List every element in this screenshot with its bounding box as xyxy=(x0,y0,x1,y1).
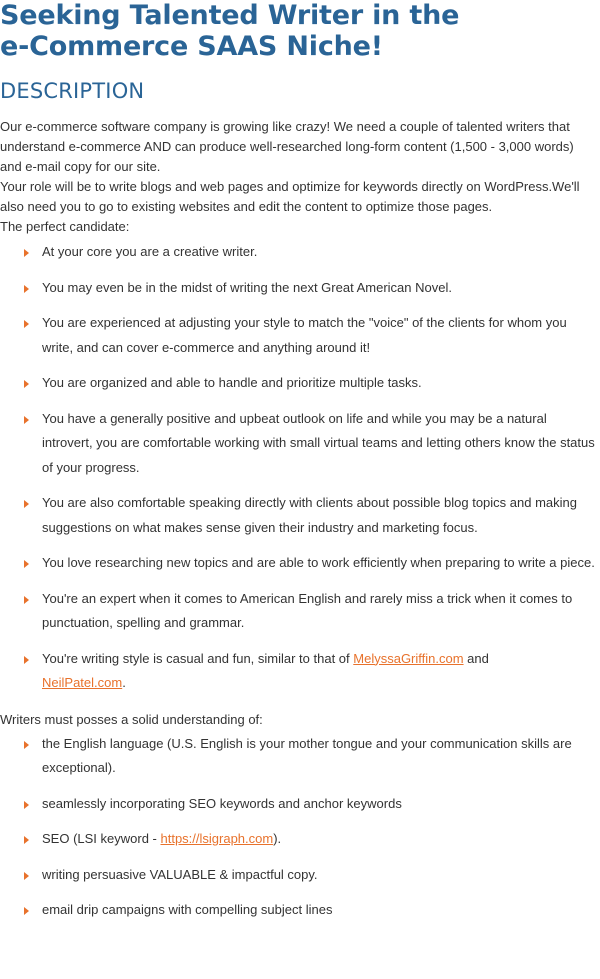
skills-list xyxy=(0,732,600,923)
orange-arrow-bullet-icon xyxy=(24,801,29,809)
job-title-line-2: e-Commerce SAAS Niche! xyxy=(0,31,383,62)
writers-intro: Writers must posses a solid understanding of: xyxy=(0,711,263,727)
orange-arrow-bullet-icon xyxy=(24,500,29,508)
list-item-seo: SEO (LSI keyword - https://lsigraph.com). xyxy=(0,827,600,852)
candidate-list xyxy=(0,240,600,696)
orange-arrow-bullet-icon xyxy=(24,416,29,424)
list-item: writing persuasive VALUABLE & impactful copy. xyxy=(0,863,600,888)
orange-arrow-bullet-icon xyxy=(24,285,29,293)
list-item: You are organized and able to handle and prioritize multiple tasks. xyxy=(0,371,600,396)
orange-arrow-bullet-icon xyxy=(24,836,29,844)
list-item: At your core you are a creative writer. xyxy=(0,240,600,265)
description-heading: DESCRIPTION xyxy=(0,79,145,103)
lsigraph-link[interactable]: https://lsigraph.com xyxy=(160,831,274,846)
orange-arrow-bullet-icon xyxy=(24,249,29,257)
melyssagriffin-link[interactable]: MelyssaGriffin.com xyxy=(353,650,464,666)
orange-arrow-bullet-icon xyxy=(24,741,29,749)
orange-arrow-bullet-icon xyxy=(24,380,29,388)
list-item-writing-style: You're writing style is casual and fun, similar to that of MelyssaGriffin.com and NeilPatel.com. xyxy=(0,647,600,696)
job-title xyxy=(0,0,600,62)
orange-arrow-bullet-icon xyxy=(24,596,29,604)
orange-arrow-bullet-icon xyxy=(24,560,29,568)
list-item: You may even be in the midst of writing the next Great American Novel. xyxy=(0,276,600,301)
orange-arrow-bullet-icon xyxy=(24,907,29,915)
orange-arrow-bullet-icon xyxy=(24,656,29,664)
list-item: seamlessly incorporating SEO keywords and anchor keywords xyxy=(0,792,600,817)
orange-arrow-bullet-icon xyxy=(24,872,29,880)
list-item: You are experienced at adjusting your style to match the "voice" of the clients for whom you write, and can cover e-commerce and anything around it! xyxy=(0,311,600,360)
intro-paragraph: Our e-commerce software company is growing like crazy! We need a couple of talented writers that understand e-commerce AND can produce well-researched long-form content (1,500 - 3,000 words) and e-mail copy for our site. xyxy=(0,119,574,174)
list-item: email drip campaigns with compelling subject lines xyxy=(0,898,600,923)
list-item: You're an expert when it comes to American English and rarely miss a trick when it comes to punctuation, spelling and grammar. xyxy=(0,587,600,636)
neilpatel-link[interactable]: NeilPatel.com xyxy=(42,675,123,690)
orange-arrow-bullet-icon xyxy=(24,320,29,328)
candidate-intro: The perfect candidate: xyxy=(0,219,130,234)
list-item: the English language (U.S. English is your mother tongue and your communication skills are exceptional). xyxy=(0,732,600,781)
list-item: You love researching new topics and are able to work efficiently when preparing to write a piece. xyxy=(0,551,600,576)
role-paragraph: Your role will be to write blogs and web pages and optimize for keywords directly on WordPress.We'll also need you to go to existing websites and edit the content to optimize those pages. xyxy=(0,179,580,214)
list-item: You are also comfortable speaking directly with clients about possible blog topics and making suggestions on what makes sense given their industry and marketing focus. xyxy=(0,491,600,540)
list-item: You have a generally positive and upbeat outlook on life and while you may be a natural introvert, you are comfortable working with small virtual teams and letting others know the status of your progress. xyxy=(0,407,600,481)
job-title-line-1: Seeking Talented Writer in the xyxy=(0,0,460,31)
